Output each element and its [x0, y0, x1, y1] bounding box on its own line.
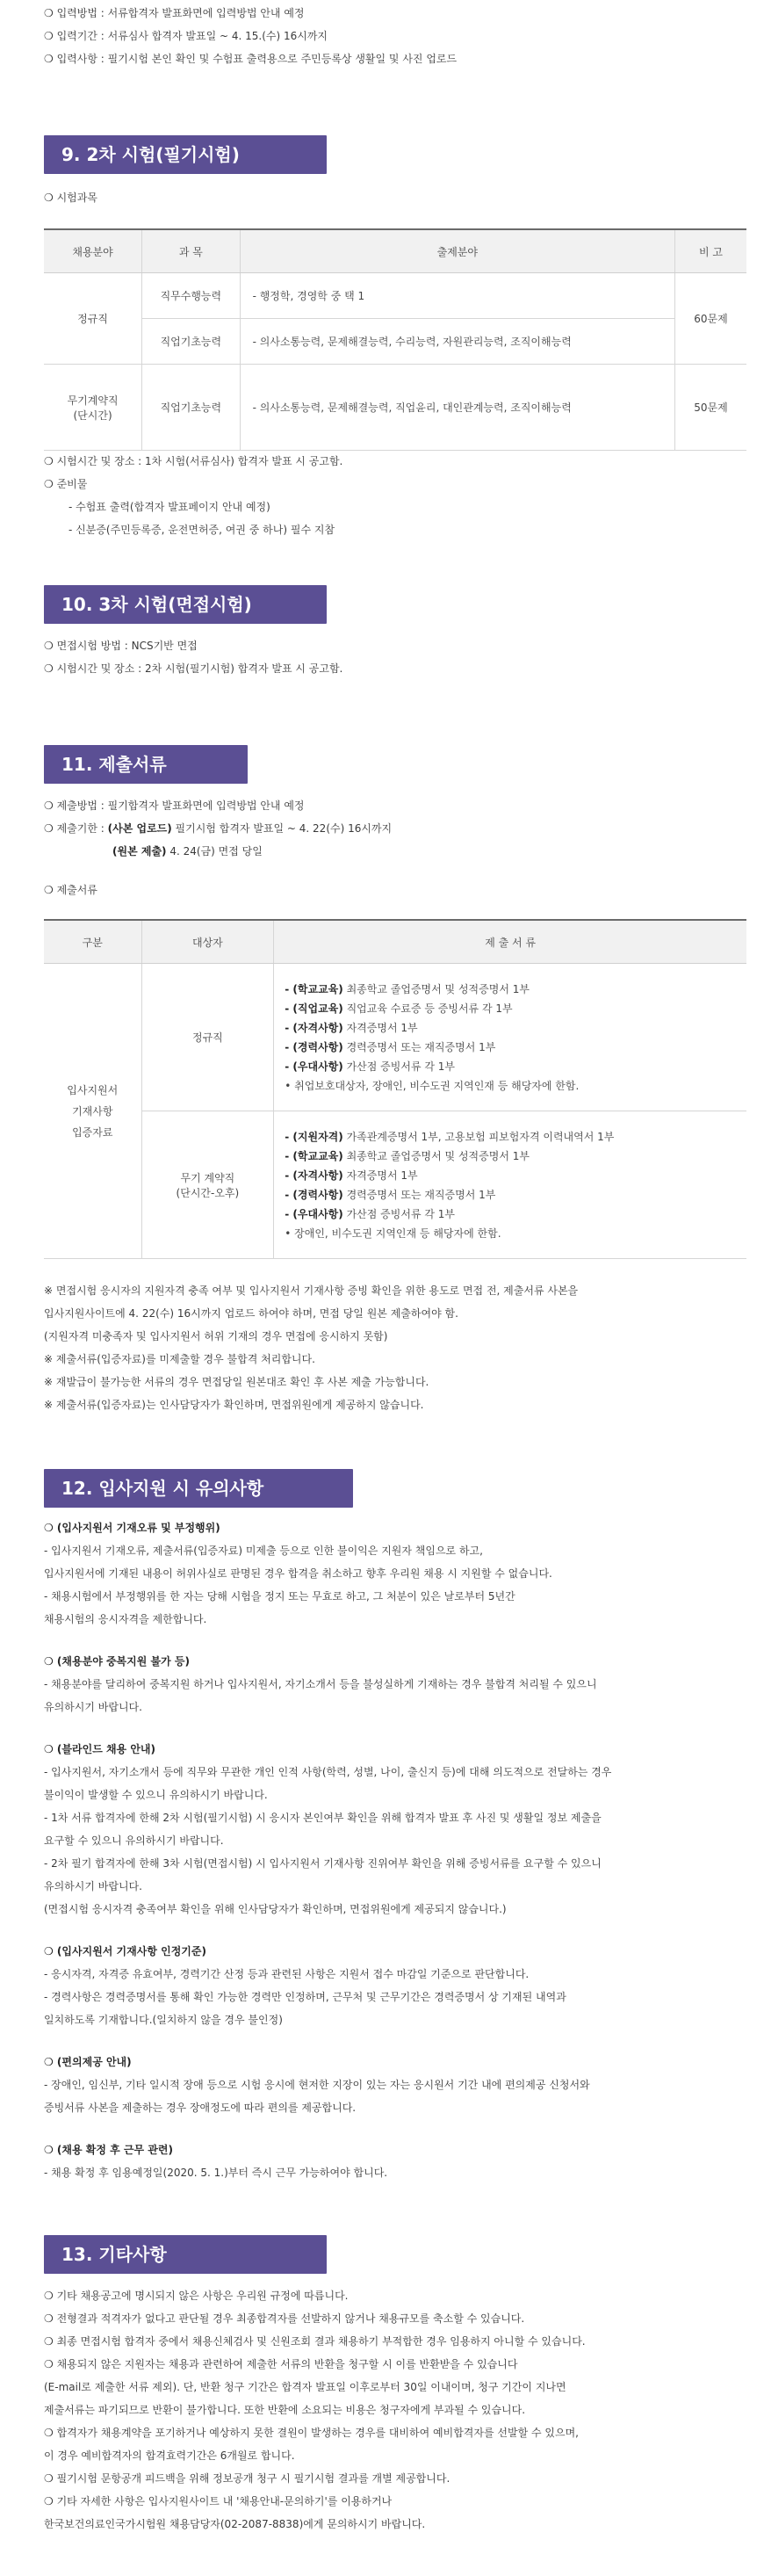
text-line: ❍ 준비물: [44, 478, 88, 490]
doc-label: - (경력사항): [285, 1188, 343, 1201]
table-cell: 정규직: [44, 273, 142, 365]
text-line: - 채용시험에서 부정행위를 한 자는 당해 시험을 정지 또는 무효로 하고, 그 처분이 있은 날로부터 5년간: [44, 1590, 515, 1603]
text-line: ❍ 입력사항 : 필기시험 본인 확인 및 수험표 출력용으로 주민등록상 생활일 및 사진 업로드: [44, 53, 458, 65]
doc-line: [285, 1018, 746, 1038]
text-line: ❍ 기타 자세한 사항은 입사지원사이트 내 '채용안내-문의하기'를 이용하거나: [44, 2495, 393, 2507]
section-9-heading: 9. 2차 시험(필기시험): [44, 135, 327, 174]
text-line: - 2차 필기 합격자에 한해 3차 시험(면접시험) 시 입사지원서 기재사항 진위여부 확인을 위해 증빙서류를 요구할 수 있으니: [44, 1857, 602, 1870]
table-cell: - 의사소통능력, 문제해결능력, 수리능력, 자원관리능력, 조직이해능력: [240, 319, 674, 365]
text-line: 한국보건의료인국가시험원 채용담당자(02-2087-8838)에게 문의하시기 바랍니다.: [44, 2518, 426, 2530]
text-line: ❍ 합격자가 채용계약을 포기하거나 예상하지 못한 결원이 발생하는 경우를 대비하여 예비합격자를 선발할 수 있으며,: [44, 2427, 579, 2439]
text-line: [44, 817, 746, 840]
text-line: - 1차 서류 합격자에 한해 2차 시험(필기시험) 시 응시자 본인여부 확인을 위해 합격자 발표 후 사진 및 생활일 정보 제출을: [44, 1812, 602, 1824]
doc-text: 최종학교 졸업증명서 및 성적증명서 1부: [342, 982, 530, 995]
table-cell: 직업기초능력: [142, 365, 240, 451]
text-line: 이 경우 예비합격자의 합격효력기간은 6개월로 합니다.: [44, 2449, 295, 2462]
cell-line: 기재사항: [72, 1104, 113, 1118]
text-line: ❍ 채용되지 않은 지원자는 채용과 관련하여 제출한 서류의 반환을 청구할 시 이를 반환받을 수 있습니다: [44, 2358, 518, 2370]
text-line: - 채용분야를 달리하여 중복지원 하거나 입사지원서, 자기소개서 등을 불성실하게 기재하는 경우 불합격 처리될 수 있으니: [44, 1678, 597, 1690]
text-line: ❍ 시험과목: [44, 192, 97, 204]
doc-label: - (자격사항): [285, 1169, 343, 1182]
section-11-notes: [44, 1279, 746, 1416]
table-cell: - 의사소통능력, 문제해결능력, 직업윤리, 대인관계능력, 조직이해능력: [240, 365, 674, 451]
doc-line: [285, 1076, 746, 1096]
doc-line: [285, 980, 746, 999]
text-line: [44, 840, 746, 863]
note-line: ※ 면접시험 응시자의 지원자격 충족 여부 및 입사지원서 기재사항 증빙 확인을 위한 용도로 면접 전, 제출서류 사본을: [44, 1284, 579, 1297]
table-cell: [274, 1111, 746, 1259]
doc-line: [285, 1205, 746, 1224]
table-header: 대상자: [141, 920, 274, 964]
doc-line: [285, 1057, 746, 1076]
doc-label: - (학교교육): [285, 982, 343, 995]
text-line: 일치하도록 기재합니다.(일치하지 않을 경우 불인정): [44, 2014, 283, 2026]
doc-label: - (직업교육): [285, 1002, 343, 1015]
input-method-block: [44, 2, 746, 70]
text-line: - 입사지원서, 자기소개서 등에 직무와 무관한 개인 인적 사항(학력, 성별, 나이, 출신지 등)에 대해 의도적으로 전달하는 경우: [44, 1766, 612, 1778]
doc-text: 자격증명서 1부: [342, 1021, 418, 1034]
note-line: ※ 제출서류(입증자료)는 인사담당자가 확인하며, 면접위원에게 제공하지 않습니다.: [44, 1399, 424, 1411]
group-heading: ❍ (채용 확정 후 근무 관련): [44, 2144, 173, 2156]
text-line: - 채용 확정 후 임용예정일(2020. 5. 1.)부터 즉시 근무 가능하여야 합니다.: [44, 2167, 388, 2179]
written-exam-table: [44, 228, 746, 451]
doc-text: 가산점 증빙서류 각 1부: [342, 1060, 455, 1073]
documents-table: [44, 919, 746, 1259]
table-cell: [44, 964, 141, 1259]
table-cell: [274, 964, 746, 1111]
text-line: ❍ 입력방법 : 서류합격자 발표화면에 입력방법 안내 예정: [44, 7, 305, 19]
cell-line: 입증자료: [72, 1125, 113, 1139]
doc-label: - (우대사항): [285, 1207, 343, 1220]
table-header: 제 출 서 류: [274, 920, 746, 964]
text-line: - 경력사항은 경력증명서를 통해 확인 가능한 경력만 인정하며, 근무처 및 근무기간은 경력증명서 상 기재된 내역과: [44, 1991, 566, 2003]
table-header: 채용분야: [44, 229, 142, 273]
section-11-heading: 11. 제출서류: [44, 745, 248, 784]
doc-label: - (자격사항): [285, 1021, 343, 1034]
text-line: ❍ 시험시간 및 장소 : 2차 시험(필기시험) 합격자 발표 시 공고함.: [44, 662, 343, 675]
text-line: ❍ 최종 면접시험 합격자 중에서 채용신체검사 및 신원조회 결과 채용하기 부적합한 경우 임용하지 아니할 수 있습니다.: [44, 2335, 586, 2348]
doc-label: - (지원자격): [285, 1130, 343, 1143]
table-row: [44, 319, 746, 365]
doc-text: 가족관계증명서 1부, 고용보험 피보험자격 이력내역서 1부: [342, 1130, 615, 1143]
doc-label: - (경력사항): [285, 1040, 343, 1053]
table-cell: 직무수행능력: [142, 273, 240, 319]
cell-line: 무기 계약직: [180, 1171, 235, 1184]
doc-label: - (학교교육): [285, 1149, 343, 1162]
table-cell: - 행정학, 경영학 중 택 1: [240, 273, 674, 319]
table-row: [44, 1111, 746, 1259]
doc-text: • 취업보호대상자, 장애인, 비수도권 지역인재 등 해당자에 한함.: [285, 1079, 580, 1092]
text-line: ❍ 전형결과 적격자가 없다고 판단될 경우 최종합격자를 선발하지 않거나 채용규모를 축소할 수 있습니다.: [44, 2312, 525, 2325]
text-line: - 입사지원서 기재오류, 제출서류(입증자료) 미제출 등으로 인한 불이익은 지원자 책임으로 하고,: [44, 1545, 483, 1557]
text-span: 4. 24(금) 면접 당일: [166, 845, 263, 857]
table-cell: 정규직: [141, 964, 274, 1111]
text-line: 증빙서류 사본을 제출하는 경우 장애정도에 따라 편의를 제공합니다.: [44, 2102, 357, 2114]
doc-text: 직업교육 수료증 등 증빙서류 각 1부: [342, 1002, 513, 1015]
text-line: ❍ 입력기간 : 서류심사 합격자 발표일 ~ 4. 15.(수) 16시까지: [44, 30, 328, 42]
doc-text: 가산점 증빙서류 각 1부: [342, 1207, 455, 1220]
doc-line: [285, 1038, 746, 1057]
doc-text: 경력증명서 또는 재직증명서 1부: [342, 1040, 496, 1053]
table-header: 구분: [44, 920, 141, 964]
table-header: 비 고: [675, 229, 746, 273]
text-line: 불이익이 발생할 수 있으니 유의하시기 바랍니다.: [44, 1789, 268, 1801]
table-cell: 직업기초능력: [142, 319, 240, 365]
text-line: 유의하시기 바랍니다.: [44, 1880, 142, 1892]
text-line: - 신분증(주민등록증, 운전면허증, 여권 중 하나) 필수 지참: [68, 524, 335, 536]
group-heading: ❍ (입사지원서 기재사항 인정기준): [44, 1945, 206, 1957]
table-cell: [141, 1111, 274, 1259]
text-line: ❍ 제출방법 : 필기합격자 발표화면에 입력방법 안내 예정: [44, 800, 305, 812]
note-line: 입사지원사이트에 4. 22(수) 16시까지 업로드 하여야 하며, 면접 당일 원본 제출하여야 함.: [44, 1307, 458, 1320]
text-line: 요구할 수 있으니 유의하시기 바랍니다.: [44, 1834, 224, 1847]
table-header-row: [44, 920, 746, 964]
text-line: 유의하시기 바랍니다.: [44, 1701, 142, 1713]
table-cell: 60문제: [675, 273, 746, 365]
doc-text: • 장애인, 비수도권 지역인재 등 해당자에 한함.: [285, 1226, 501, 1240]
table-header: 출제분야: [240, 229, 674, 273]
text-line: - 수험표 출력(합격자 발표페이지 안내 예정): [68, 501, 270, 513]
text-line: 입사지원서에 기재된 내용이 허위사실로 판명된 경우 합격을 취소하고 향후 우리원 채용 시 지원할 수 없습니다.: [44, 1567, 552, 1580]
doc-line: [285, 1147, 746, 1166]
text-line: (면접시험 응시자격 충족여부 확인을 위해 인사담당자가 확인하며, 면접위원에게 제공되지 않습니다.): [44, 1903, 507, 1915]
text-span-bold: (원본 제출): [112, 845, 167, 857]
doc-line: [285, 1127, 746, 1147]
table-header-row: [44, 229, 746, 273]
text-line: 채용시험의 응시자격을 제한합니다.: [44, 1613, 207, 1625]
text-span: ❍ 제출기한 :: [44, 822, 108, 835]
text-line: 제출서류는 파기되므로 반환이 불가합니다. 또한 반환에 소요되는 비용은 청구자에게 부과될 수 있습니다.: [44, 2404, 526, 2416]
note-line: ※ 제출서류(입증자료)를 미제출할 경우 불합격 처리합니다.: [44, 1353, 315, 1365]
text-line: ❍ 면접시험 방법 : NCS기반 면접: [44, 640, 198, 652]
table-cell: 50문제: [675, 365, 746, 451]
doc-line: [285, 1224, 746, 1243]
section-12-heading: 12. 입사지원 시 유의사항: [44, 1469, 353, 1508]
text-line: - 장애인, 임신부, 기타 일시적 장애 등으로 시험 응시에 현저한 지장이 있는 자는 응시원서 기간 내에 편의제공 신청서와: [44, 2079, 590, 2091]
table-row: [44, 964, 746, 1111]
doc-line: [285, 999, 746, 1018]
text-line: ❍ 필기시험 문항공개 피드백을 위해 정보공개 청구 시 필기시험 결과를 개별 제공합니다.: [44, 2472, 450, 2485]
text-line: ❍ 기타 채용공고에 명시되지 않은 사항은 우리원 규정에 따릅니다.: [44, 2290, 349, 2302]
table-row: [44, 273, 746, 319]
section-10-heading: 10. 3차 시험(면접시험): [44, 585, 327, 624]
cell-line: (단시간): [73, 409, 112, 422]
group-heading: ❍ (편의제공 안내): [44, 2056, 132, 2068]
doc-line: [285, 1185, 746, 1205]
text-span-bold: (사본 업로드): [107, 822, 172, 835]
section-9-subtitle-block: [44, 186, 746, 209]
section-11-body: [44, 794, 746, 901]
text-line: ❍ 제출서류: [44, 884, 97, 896]
doc-line: [285, 1166, 746, 1185]
section-9-notes: [44, 450, 746, 541]
note-line: ※ 재발급이 불가능한 서류의 경우 면접당일 원본대조 확인 후 사본 제출 가능합니다.: [44, 1376, 429, 1388]
group-heading: ❍ (블라인드 채용 안내): [44, 1743, 155, 1755]
doc-text: 최종학교 졸업증명서 및 성적증명서 1부: [342, 1149, 530, 1162]
table-cell: [44, 365, 142, 451]
section-13-body: [44, 2284, 746, 2536]
group-heading: ❍ (입사지원서 기재오류 및 부정행위): [44, 1522, 220, 1534]
text-line: - 응시자격, 자격증 유효여부, 경력기간 산정 등과 관련된 사항은 지원서 접수 마감일 기준으로 판단합니다.: [44, 1968, 530, 1980]
cell-line: 무기계약직: [67, 394, 119, 407]
section-10-body: [44, 634, 746, 680]
group-heading: ❍ (채용분야 중복지원 불가 등): [44, 1655, 190, 1668]
text-line: (E-mail로 제출한 서류 제외). 단, 반환 청구 기간은 합격자 발표일 이후로부터 30일 이내이며, 청구 기간이 지나면: [44, 2381, 566, 2393]
text-line: ❍ 시험시간 및 장소 : 1차 시험(서류심사) 합격자 발표 시 공고함.: [44, 455, 343, 467]
table-row: [44, 365, 746, 451]
table-header: 과 목: [142, 229, 240, 273]
doc-text: 경력증명서 또는 재직증명서 1부: [342, 1188, 496, 1201]
doc-text: 자격증명서 1부: [342, 1169, 418, 1182]
cell-line: 입사지원서: [67, 1083, 119, 1096]
note-line: (지원자격 미충족자 및 입사지원서 허위 기재의 경우 면접에 응시하지 못함): [44, 1330, 388, 1342]
section-12-body: [44, 1516, 746, 2184]
cell-line: (단시간-오후): [176, 1186, 240, 1199]
text-span: 필기시험 합격자 발표일 ~ 4. 22(수) 16시까지: [171, 822, 393, 835]
section-13-heading: 13. 기타사항: [44, 2235, 327, 2274]
doc-label: - (우대사항): [285, 1060, 343, 1073]
